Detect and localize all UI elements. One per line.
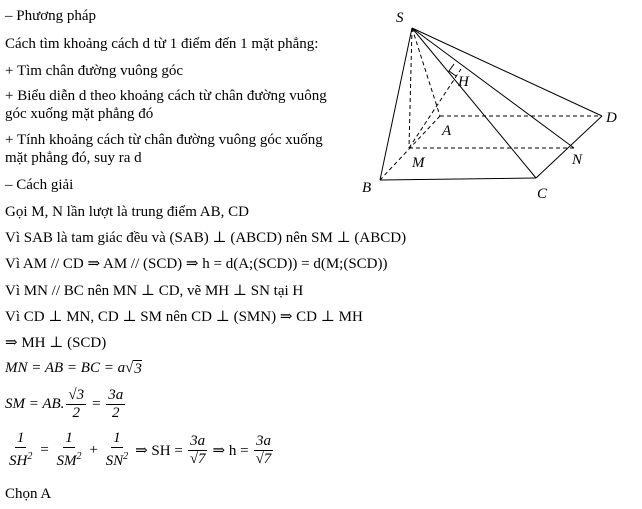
method-step-3b: mặt phẳng đó, suy ra d <box>5 150 142 166</box>
fraction-1-over-sn2: $\frac{1}{SN^2}$ <box>105 430 129 469</box>
edge-cd <box>536 116 602 178</box>
edge-sd <box>412 28 602 116</box>
fraction-1-over-sm2: $\frac{1}{SM^2}$ <box>56 430 82 469</box>
solution-line-2: Vì SAB là tam giác đều và (SAB) ⊥ (ABCD) nên SM ⊥ (ABCD) <box>5 230 407 246</box>
solution-line-5: Vì CD ⊥ MN, CD ⊥ SM nên CD ⊥ (SMN) ⇒ CD ⊥ MH <box>5 309 363 325</box>
method-step-2a: + Biểu diễn d theo khoảng cách từ chân đường vuông <box>5 88 327 104</box>
fraction-sqrt3-over-2: $\frac{√3}{2}$ <box>68 387 85 421</box>
equation-mn <box>5 360 142 377</box>
equation-mn-lhs: MN = AB = BC = a <box>5 360 126 376</box>
label-c: C <box>537 186 548 202</box>
label-s: S <box>396 10 404 26</box>
edge-sn <box>412 28 574 148</box>
method-step-2b: góc xuống mặt phẳng đó <box>5 106 154 122</box>
heading-method: – Phương pháp <box>5 8 97 24</box>
fraction-3a-over-2: $\frac{3a}{2}$ <box>108 387 124 421</box>
edge-sb <box>380 28 412 180</box>
label-a: A <box>442 123 452 139</box>
edge-sc <box>412 28 536 178</box>
label-b: B <box>362 180 372 196</box>
fraction-1-over-sh2: $\frac{1}{SH^2}$ <box>9 430 33 469</box>
edge-sm <box>409 28 412 148</box>
edge-bc <box>380 178 536 180</box>
sqrt-3: √ 3 <box>125 360 142 377</box>
label-m: M <box>412 155 425 171</box>
pyramid-figure <box>350 0 642 205</box>
method-intro: Cách tìm khoảng cách d từ 1 điểm đến 1 mặt phẳng: <box>5 36 319 52</box>
edge-sa <box>412 28 440 116</box>
label-h: H <box>458 74 469 90</box>
equation-sm: SM = AB. $\frac{√3}{2}$ = $\frac{3a}{2}$ <box>5 387 124 421</box>
equation-sm-lhs: SM = AB. <box>5 396 65 412</box>
solution-line-1: Gọi M, N lần lượt là trung điểm AB, CD <box>5 204 249 220</box>
label-n: N <box>572 152 583 168</box>
label-d: D <box>606 110 617 126</box>
method-step-3a: + Tính khoảng cách từ chân đường vuông góc xuống <box>5 132 323 148</box>
segment-mh <box>409 69 461 148</box>
method-step-1: + Tìm chân đường vuông góc <box>5 63 183 79</box>
answer-choice: Chọn A <box>5 486 52 502</box>
fraction-h-value: $\frac{3a}{√7}$ <box>255 432 272 467</box>
heading-solution: – Cách giải <box>5 177 74 193</box>
solution-line-3: Vì AM // CD ⇒ AM // (SCD) ⇒ h = d(A;(SCD)) = d(M;(SCD)) <box>5 256 388 272</box>
equation-sh: $\frac{1}{SH^2}$ = $\frac{1}{SM^2}$ + $\frac{1}{SN^2}$ ⇒ SH = $\frac{3a}{√7}$ ⇒ h = $\frac{3a}{√7}$ <box>9 430 272 469</box>
solution-line-6: ⇒ MH ⊥ (SCD) <box>5 335 107 351</box>
fraction-sh-value: $\frac{3a}{√7}$ <box>189 432 206 467</box>
solution-line-4: Vì MN // BC nên MN ⊥ CD, vẽ MH ⊥ SN tại H <box>5 283 304 299</box>
